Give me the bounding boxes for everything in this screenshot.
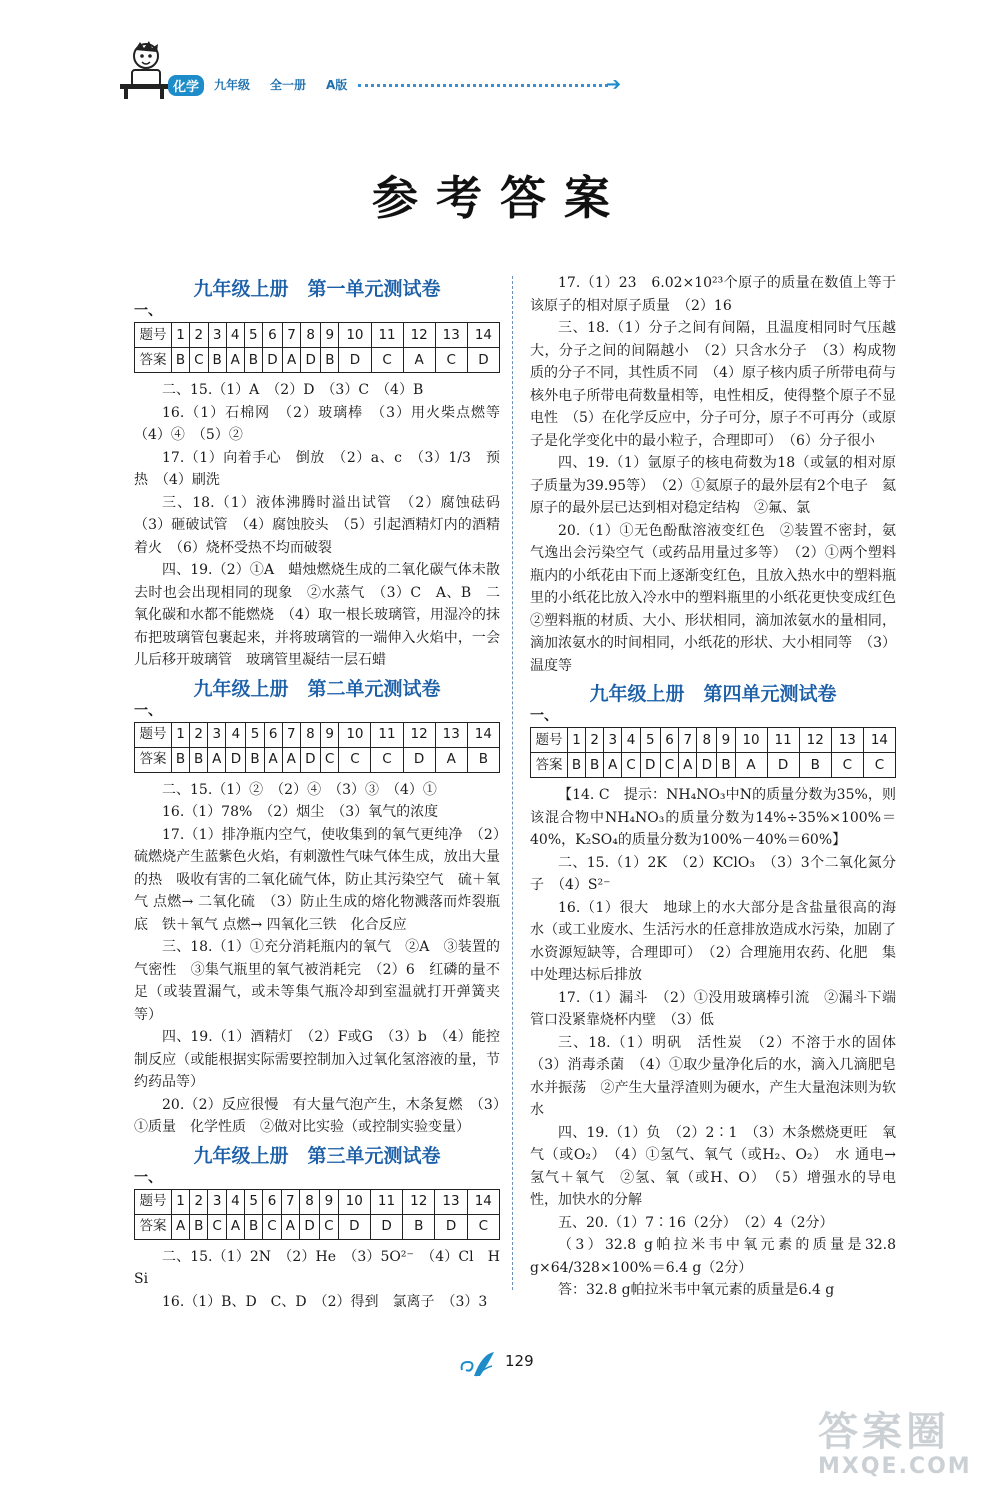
part-label: 一、: [134, 702, 162, 719]
table-cell: C: [263, 1214, 282, 1239]
answer-table-unit1: [134, 322, 500, 373]
answer-row: [531, 753, 896, 778]
answer-line: 20.（1）①无色酚酞溶液变红色 ②装置不密封，氨气逸出会污染空气（或药品用量过多等） （2）①两个塑料瓶内的小纸花由下而上逐渐变红色，且放入热水中的塑料瓶里的小纸花比放入冷水中的塑料瓶里的小纸花更快变成红色 ②塑料瓶的材质、大小、形状相同，滴加浓氨水的量相同，滴加浓氨水的时间相同，小纸花的形状、大小相同等 （3）温度等: [530, 522, 910, 674]
table-cell: 10: [735, 728, 767, 753]
table-cell: 5: [640, 728, 660, 753]
table-cell: 12: [799, 728, 831, 753]
table-cell: 11: [371, 323, 403, 348]
table-row-label: 答案: [135, 747, 172, 772]
table-cell: D: [370, 1214, 402, 1239]
answer-line: 17.（1）23 6.02×10²³个原子的质量在数值上等于该原子的相对原子质量 （2）16: [530, 275, 896, 314]
answer-line: 三、18.（1）①充分消耗瓶内的氧气 ②A ③装置的气密性 ③集气瓶里的氧气被消耗完 （2）6 红磷的量不足（或装置漏气，或未等集气瓶冷却到室温就打开弹簧夹等）: [134, 939, 500, 1023]
section-title-unit1: 九年级上册 第一单元测试卷: [193, 278, 441, 300]
answer-line: 17.（1）向着手心 倒放 （2）a、c （3）1/3 预热 （4）刷洗: [134, 449, 500, 488]
table-cell: C: [660, 753, 678, 778]
table-cell: 12: [403, 1189, 435, 1214]
table-cell: 7: [283, 323, 301, 348]
watermark: [818, 1410, 972, 1479]
table-cell: D: [435, 1214, 467, 1239]
answer-table-unit4: [530, 727, 896, 778]
table-cell: B: [467, 747, 499, 772]
table-cell: C: [467, 1214, 499, 1239]
table-cell: A: [226, 1214, 244, 1239]
table-cell: 2: [190, 1189, 208, 1214]
table-cell: A: [281, 1214, 299, 1239]
answer-row: [135, 747, 500, 772]
answer-line: 16.（1）78% （2）烟尘 （3）氧气的浓度: [162, 804, 439, 820]
table-cell: B: [172, 348, 190, 373]
answers-unit3: [134, 1246, 514, 1314]
table-cell: 3: [208, 1189, 227, 1214]
table-cell: 1: [172, 323, 190, 348]
table-cell: D: [338, 1214, 370, 1239]
table-cell: B: [321, 348, 339, 373]
grade-label: 九年级: [214, 78, 251, 92]
table-cell: D: [403, 747, 435, 772]
table-cell: A: [735, 753, 767, 778]
subject-badge: 化学: [168, 75, 204, 96]
question-number-row: [135, 323, 500, 348]
table-cell: 14: [467, 722, 499, 747]
table-cell: 2: [190, 323, 208, 348]
table-cell: C: [435, 348, 467, 373]
table-cell: 6: [262, 323, 282, 348]
table-row-label: 题号: [135, 722, 172, 747]
table-cell: 2: [190, 722, 208, 747]
right-column: [530, 272, 910, 1302]
table-cell: 1: [568, 728, 586, 753]
section-title-unit2: 九年级上册 第二单元测试卷: [193, 677, 441, 700]
answer-row: [135, 348, 500, 373]
table-cell: 8: [300, 722, 320, 747]
table-cell: 14: [467, 1189, 499, 1214]
section-title-unit3: 九年级上册 第三单元测试卷: [193, 1144, 441, 1167]
table-cell: B: [208, 348, 226, 373]
answer-line: 四、19.（1）负 （2）2∶1 （3）木条燃烧更旺 氧气（或O₂） （4）①氢气、氧气（或H₂、O₂） 水 通电→ 氢气＋氧气 ②氢、氧（或H、O） （5）增强水的导电性，加快水的分解: [530, 1124, 896, 1208]
table-cell: B: [568, 753, 586, 778]
table-cell: 2: [586, 728, 604, 753]
table-cell: D: [299, 1214, 319, 1239]
table-cell: 7: [281, 1189, 299, 1214]
column-divider: [512, 276, 513, 1290]
watermark-logo-text: 答案圈: [818, 1409, 950, 1455]
table-cell: 4: [226, 323, 244, 348]
answer-line: 17.（1）漏斗 （2）①没用玻璃棒引流 ②漏斗下端管口没紧靠烧杯内壁 （3）低: [530, 989, 896, 1028]
answer-line: 20.（2）反应很慢 有大量气泡产生，木条复燃 （3）①质量 化学性质 ②做对比实验（或控制实验变量）: [134, 1096, 500, 1135]
table-cell: 3: [604, 728, 622, 753]
table-cell: 14: [467, 323, 499, 348]
part-label: 一、: [134, 303, 162, 319]
table-cell: 10: [339, 722, 371, 747]
table-cell: D: [467, 348, 499, 373]
page-title: 参考答案: [372, 171, 628, 225]
arrow-right-icon: ➔: [606, 74, 622, 95]
header-dotted-line: [358, 84, 608, 87]
table-cell: A: [679, 753, 697, 778]
answer-line: 16.（1）石棉网 （2）玻璃棒 （3）用火柴点燃等 （4）④ （5）②: [134, 404, 514, 443]
question-number-row: [135, 722, 500, 747]
table-cell: 1: [172, 722, 190, 747]
answer-line: 二、15.（1）② （2）④ （3）③ （4）①: [162, 781, 437, 798]
edition-label: A版: [326, 78, 348, 92]
answer-line: 三、18.（1）明矾 活性炭 （2）不溶于水的固体 （3）消毒杀菌 （4）①取少量净化后的水，滴入几滴肥皂水并振荡 ②产生大量浮渣则为硬水，产生大量泡沫则为软水: [530, 1034, 910, 1118]
table-cell: 8: [697, 728, 717, 753]
table-cell: 9: [320, 1189, 339, 1214]
left-column: [134, 272, 514, 1313]
answer-line: 17.（1）排净瓶内空气，使收集到的氧气更纯净 （2）硫燃烧产生蓝紫色火焰，有刺激性气味气体生成，放出大量的热 吸收有害的二氧化硫气体，防止其污染空气 硫＋氧气 点燃→ 二氧化硫 （3）防止生成的熔化物溅落而炸裂瓶底 铁＋氧气 点燃→ 四氧化三铁 化合反应: [134, 826, 500, 933]
table-cell: 13: [435, 323, 467, 348]
table-cell: C: [208, 1214, 227, 1239]
table-cell: A: [435, 747, 467, 772]
table-cell: 4: [622, 728, 640, 753]
table-cell: 9: [717, 728, 735, 753]
answer-line: 四、19.（1）酒精灯 （2）F或G （3）b （4）能控制反应（或能根据实际需要控制加入过氧化氢溶液的量，节约药品等）: [134, 1029, 500, 1090]
question-number-row: [135, 1189, 500, 1214]
table-cell: A: [604, 753, 622, 778]
answers-unit2: [134, 779, 500, 1139]
part-label: 一、: [134, 1169, 162, 1186]
table-cell: D: [697, 753, 717, 778]
table-cell: C: [371, 348, 403, 373]
table-cell: 6: [263, 1189, 282, 1214]
table-cell: 10: [338, 1189, 370, 1214]
table-cell: 4: [226, 722, 246, 747]
table-cell: B: [172, 747, 190, 772]
answer-line: 16.（1）B、D C、D （2）得到 氯离子 （3）3: [162, 1293, 488, 1310]
answer-line: 三、18.（1）分子之间有间隔，且温度相同时气压越大，分子之间的间隔越小 （2）只含水分子 （3）构成物质的分子不同，其性质不同 （4）原子核内质子所带电荷与核外电子所带电荷数量相等，电性相反，使得整个原子不显电性 （5）在化学反应中，分子可分，原子不可再分（或原子是化学变化中的最小粒子，合理即可） （6）分子很小: [530, 320, 896, 449]
table-cell: 10: [339, 323, 371, 348]
table-cell: D: [301, 348, 321, 373]
answer-line: 五、20.（1）7∶16（2分） （2）4（2分）: [558, 1214, 834, 1231]
table-cell: D: [226, 747, 246, 772]
table-row-label: 答案: [135, 348, 172, 373]
table-row-label: 题号: [135, 1189, 172, 1214]
table-cell: 14: [863, 728, 895, 753]
table-cell: 5: [246, 722, 264, 747]
table-cell: A: [403, 348, 435, 373]
part-label: 一、: [530, 708, 558, 724]
table-cell: C: [371, 747, 403, 772]
table-cell: C: [622, 753, 640, 778]
table-cell: A: [282, 747, 300, 772]
table-cell: 3: [208, 722, 226, 747]
table-cell: 11: [371, 722, 403, 747]
answer-line: 答：32.8 g帕拉米韦中氧元素的质量是6.4 g: [558, 1282, 835, 1298]
table-cell: B: [717, 753, 735, 778]
table-cell: D: [262, 348, 282, 373]
table-cell: 9: [320, 722, 338, 747]
table-cell: B: [246, 747, 264, 772]
table-cell: B: [190, 1214, 208, 1239]
table-cell: 8: [299, 1189, 319, 1214]
table-row-label: 题号: [531, 728, 568, 753]
table-cell: C: [190, 348, 208, 373]
table-cell: 5: [245, 1189, 263, 1214]
table-cell: A: [208, 747, 226, 772]
table-cell: 7: [282, 722, 300, 747]
answers-unit3-continued: [530, 272, 910, 677]
table-cell: C: [320, 1214, 339, 1239]
table-cell: D: [300, 747, 320, 772]
answer-table-unit2: [134, 722, 500, 773]
table-cell: C: [831, 753, 863, 778]
volume-label: 全一册: [270, 78, 307, 92]
table-cell: 11: [767, 728, 799, 753]
table-row-label: 答案: [531, 753, 568, 778]
page-number: 129: [505, 1352, 534, 1370]
table-cell: D: [640, 753, 660, 778]
table-cell: B: [586, 753, 604, 778]
answer-row: [135, 1214, 500, 1239]
table-cell: 6: [264, 722, 282, 747]
table-cell: A: [172, 1214, 190, 1239]
table-cell: C: [339, 747, 371, 772]
table-cell: B: [190, 747, 208, 772]
answer-line: 【14. C 提示：NH₄NO₃中N的质量分数为35%，则该混合物中NH₄NO₃的质量分数为14%÷35%×100%＝40%，K₂SO₄的质量分数为100%－40%＝60%】: [530, 787, 896, 848]
table-cell: 3: [208, 323, 226, 348]
table-cell: 12: [403, 722, 435, 747]
table-cell: B: [403, 1214, 435, 1239]
table-cell: 4: [226, 1189, 244, 1214]
table-cell: 6: [660, 728, 678, 753]
running-header: [118, 70, 678, 96]
answer-table-unit3: [134, 1189, 500, 1240]
table-cell: C: [320, 747, 338, 772]
table-row-label: 答案: [135, 1214, 172, 1239]
answer-line: 16.（1）很大 地球上的水大部分是含盐量很高的海水（或工业废水、生活污水的任意排放造成水污染，加剧了水资源短缺等，合理即可） （2）合理施用农药、化肥 集中处理达标后排放: [530, 899, 896, 983]
table-cell: 13: [435, 1189, 467, 1214]
answers-unit4: [530, 784, 910, 1302]
table-cell: 12: [403, 323, 435, 348]
student-mascot-icon: [116, 40, 172, 100]
watermark-site-text: MXQE.COM: [818, 1454, 972, 1479]
table-cell: 1: [172, 1189, 190, 1214]
answer-line: 四、19.（1）氩原子的核电荷数为18（或氩的相对原子质量为39.95等） （2）①氦原子的最外层有2个电子 氦原子的最外层已达到相对稳定结构 ②氟、氯: [530, 455, 896, 516]
table-cell: D: [767, 753, 799, 778]
question-number-row: [531, 728, 896, 753]
answer-line: 二、15.（1）2N （2）He （3）5O²⁻ （4）Cl H Si: [134, 1248, 514, 1287]
answers-unit1: [134, 379, 514, 672]
table-cell: 13: [831, 728, 863, 753]
section-title-unit4: 九年级上册 第四单元测试卷: [589, 683, 837, 705]
table-cell: 13: [435, 722, 467, 747]
swirl-leaf-icon: [458, 1350, 496, 1380]
answer-line: 三、18.（1）液体沸腾时溢出试管 （2）腐蚀砝码 （3）砸破试管 （4）腐蚀胶头 （5）引起酒精灯内的酒精着火 （6）烧杯受热不均而破裂: [134, 494, 514, 556]
table-cell: B: [799, 753, 831, 778]
table-cell: A: [264, 747, 282, 772]
table-cell: A: [226, 348, 244, 373]
answer-line: （3）32.8 g帕拉米韦中氧元素的质量是32.8 g×64/328×100%＝6.4 g（2分）: [530, 1237, 896, 1276]
table-cell: C: [863, 753, 895, 778]
table-cell: D: [339, 348, 371, 373]
table-cell: 5: [244, 323, 262, 348]
table-cell: 8: [301, 323, 321, 348]
answer-line: 四、19.（2）①A 蜡烛燃烧生成的二氧化碳气体未散去时也会出现相同的现象 ②水蒸气 （3）C A、B 二氧化碳和水都不能燃烧 （4）取一根长玻璃管，用湿冷的抹布把玻璃管包裹起来，并将玻璃管的一端伸入火焰中，一会儿后移开玻璃管 玻璃管里凝结一层石蜡: [134, 562, 500, 668]
answer-line: 二、15.（1）A （2）D （3）C （4）B: [162, 382, 424, 398]
table-row-label: 题号: [135, 323, 172, 348]
table-cell: B: [245, 1214, 263, 1239]
table-cell: 9: [321, 323, 339, 348]
table-cell: A: [283, 348, 301, 373]
table-cell: 11: [370, 1189, 402, 1214]
answer-line: 二、15.（1）2K （2）KClO₃ （3）3个二氧化氮分子 （4）S²⁻: [530, 854, 896, 893]
table-cell: 7: [679, 728, 697, 753]
table-cell: B: [244, 348, 262, 373]
